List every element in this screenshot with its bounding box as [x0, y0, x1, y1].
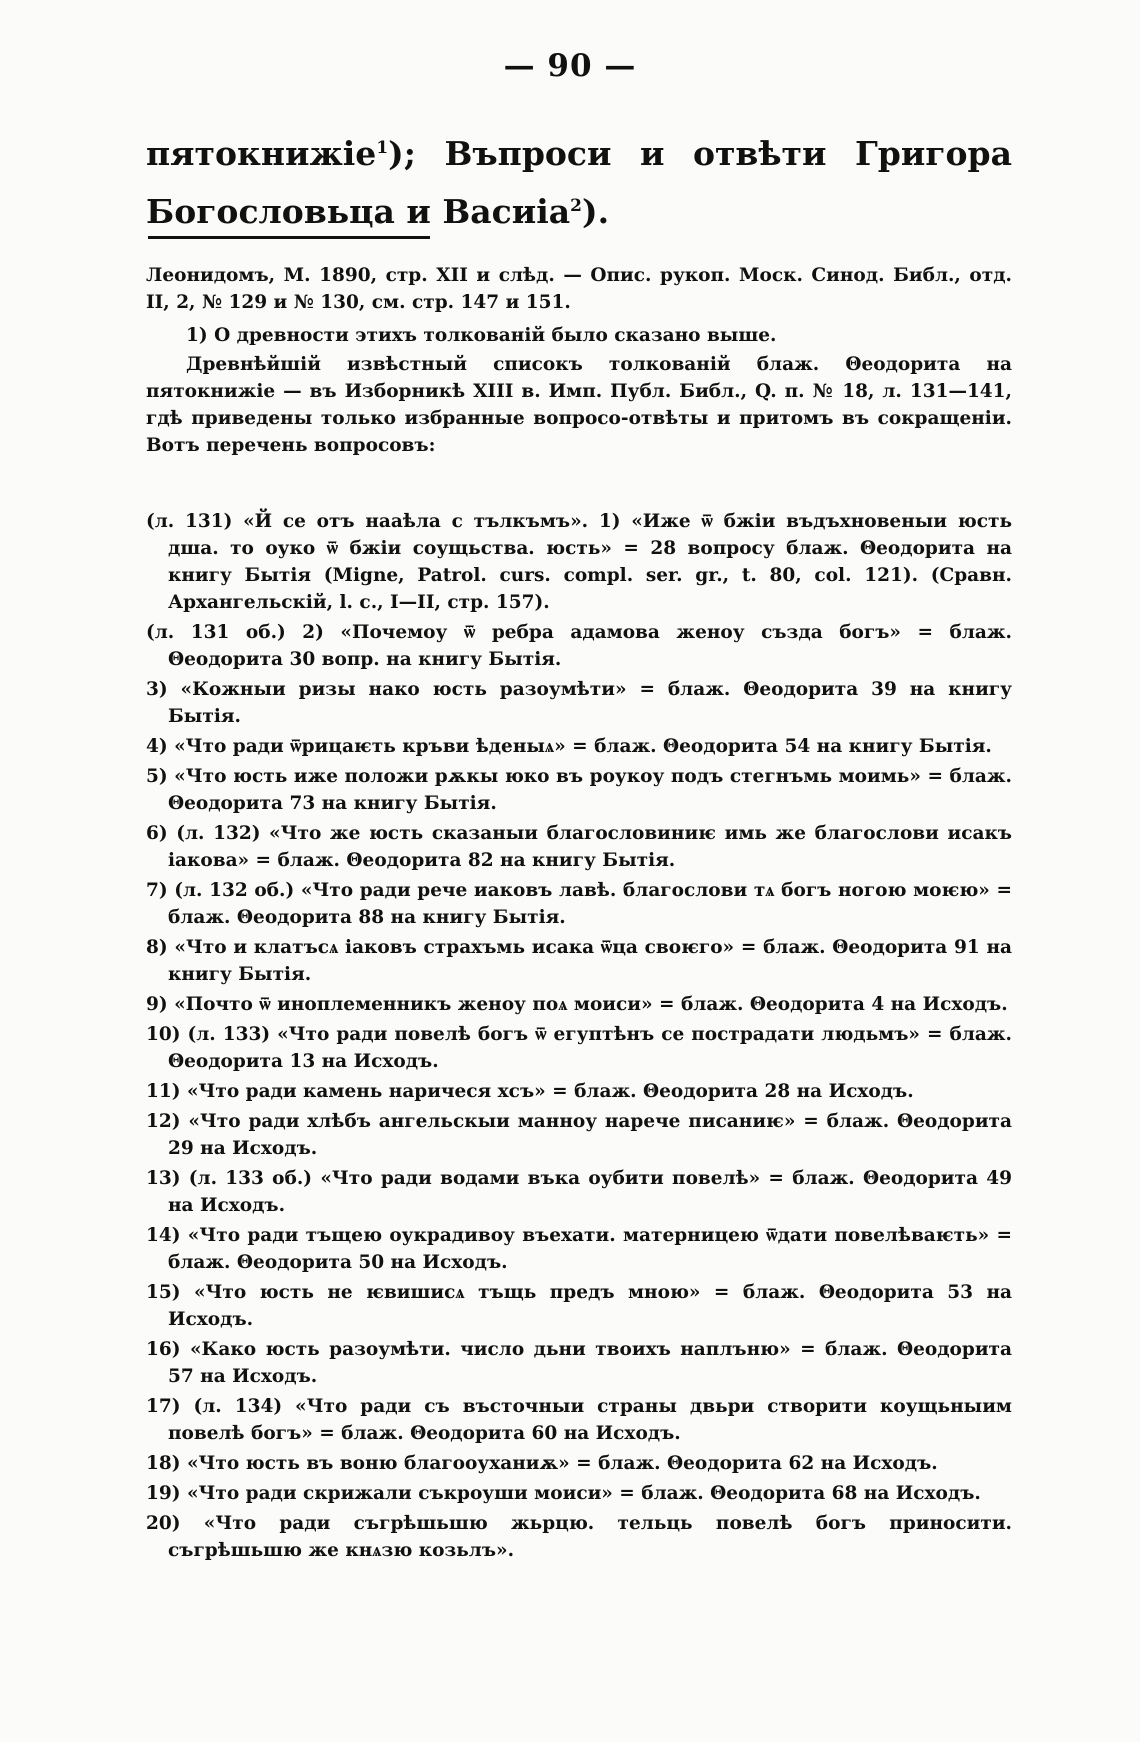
- list-item: (л. 131) «Й се отъ нааѣла с тълкъмъ». 1) «Иже ѿ бжіи въдъхновеныи юсть дша. то оуко ѿ бжіи соущьства. юсть» = 28 вопросу блаж. Θеодорита на книгу Бытія (Migne, Patrol. curs. compl. ser. gr., t. 80, col. 121). (Сравн. Архангельскій, l. c., I—II, стр. 157).: [146, 511, 1012, 613]
- list-item: 17) (л. 134) «Что ради съ въсточныи страны двьри створити коущьныим повелѣ богъ» = блаж. Θеодорита 60 на Исходъ.: [146, 1396, 1012, 1444]
- heading-part-1: пятокнижіе: [146, 134, 377, 173]
- list-item: 18) «Что юсть въ воню благооуханиѫ» = блаж. Θеодорита 62 на Исходъ.: [146, 1453, 938, 1474]
- list-item: (л. 131 об.) 2) «Почемоу ѿ ребра адамова женоу създа богъ» = блаж. Θеодорита 30 вопр. на книгу Бытія.: [146, 622, 1012, 670]
- list-item: 14) «Что ради тъщею оукрадивоу въехати. матерницею ѿдати повелѣваѥть» = блаж. Θеодорита 50 на Исходъ.: [146, 1225, 1012, 1273]
- footnote-source: Леонидомъ, М. 1890, стр. XII и слѣд. — Опис. рукоп. Моск. Синод. Библ., отд. II, 2, № 129 и № 130, см. стр. 147 и 151.: [146, 265, 1012, 313]
- question-list: [146, 508, 1012, 1567]
- footnote-2: Древнѣйшій извѣстный списокъ толкованій блаж. Θеодорита на пятокнижіе — въ Изборникѣ XIII в. Имп. Публ. Библ., Q. п. № 18, л. 131—141, гдѣ приведены только избранные вопросо-отвѣты и притомъ въ сокращеніи. Вотъ перечень вопросовъ:: [146, 354, 1012, 456]
- list-item: 12) «Что ради хлѣбъ ангельскыи манноу нарече писаниѥ» = блаж. Θеодорита 29 на Исходъ.: [146, 1111, 1012, 1159]
- footnote-ref-2: 2: [570, 196, 582, 216]
- list-item: 13) (л. 133 об.) «Что ради водами въка оубити повелѣ» = блаж. Θеодорита 49 на Исходъ.: [146, 1168, 1012, 1216]
- heading-part-3: ).: [581, 192, 610, 231]
- footnote-ref-1: 1: [376, 138, 389, 158]
- list-item: 3) «Кожныи ризы нако юсть разоумѣти» = блаж. Θеодорита 39 на книгу Бытія.: [146, 679, 1012, 727]
- list-item: 4) «Что ради ѿрицаѥть кръви ѣденыѧ» = блаж. Θеодорита 54 на книгу Бытія.: [146, 736, 992, 757]
- list-item: 11) «Что ради камень наричеся хсъ» = блаж. Θеодорита 28 на Исходъ.: [146, 1081, 914, 1102]
- list-item: 20) «Что ради съгрѣшьшю жьрцю. тельць повелѣ богъ приносити. съгрѣшьшю же кнѧзю козьлъ».: [146, 1513, 1012, 1561]
- heading-part-2: ); Въпроси и отвѣти Григора Богословьца и Васиіа: [146, 134, 1012, 231]
- list-item: 16) «Како юсть разоумѣти. число дьни твоихъ наплъню» = блаж. Θеодорита 57 на Исходъ.: [146, 1339, 1012, 1387]
- list-item: 19) «Что ради скрижали съкроуши моиси» = блаж. Θеодорита 68 на Исходъ.: [146, 1483, 981, 1504]
- footnote-1: 1) О древности этихъ толкованій было сказано выше.: [186, 325, 777, 346]
- list-item: 9) «Почто ѿ иноплеменникъ женоу поѧ моиси» = блаж. Θеодорита 4 на Исходъ.: [146, 994, 1008, 1015]
- list-item: 8) «Что и клатъсѧ іаковъ страхъмь исака ѿца своѥго» = блаж. Θеодорита 91 на книгу Бытія.: [146, 937, 1012, 985]
- page-number: — 90 —: [503, 48, 637, 84]
- list-item: 5) «Что юсть иже положи рѫкы юко въ роукоу подъ стегнъмь моимь» = блаж. Θеодорита 73 на книгу Бытія.: [146, 766, 1012, 814]
- footnote-separator: [148, 236, 430, 239]
- list-item: 15) «Что юсть не ѥвишисѧ тъщь предъ мною» = блаж. Θеодорита 53 на Исходъ.: [146, 1282, 1012, 1330]
- heading-text: [146, 122, 1012, 238]
- list-item: 7) (л. 132 об.) «Что ради рече иаковъ лавѣ. благослови тѧ богъ ногою моѥю» = блаж. Θеодорита 88 на книгу Бытія.: [146, 880, 1012, 928]
- list-item: 6) (л. 132) «Что же юсть сказаныи благословиниѥ имь же благослови исакъ іакова» = блаж. Θеодорита 82 на книгу Бытія.: [146, 823, 1012, 871]
- list-item: 10) (л. 133) «Что ради повелѣ богъ ѿ егуптѣнъ се пострадати людьмъ» = блаж. Θеодорита 13 на Исходъ.: [146, 1024, 1012, 1072]
